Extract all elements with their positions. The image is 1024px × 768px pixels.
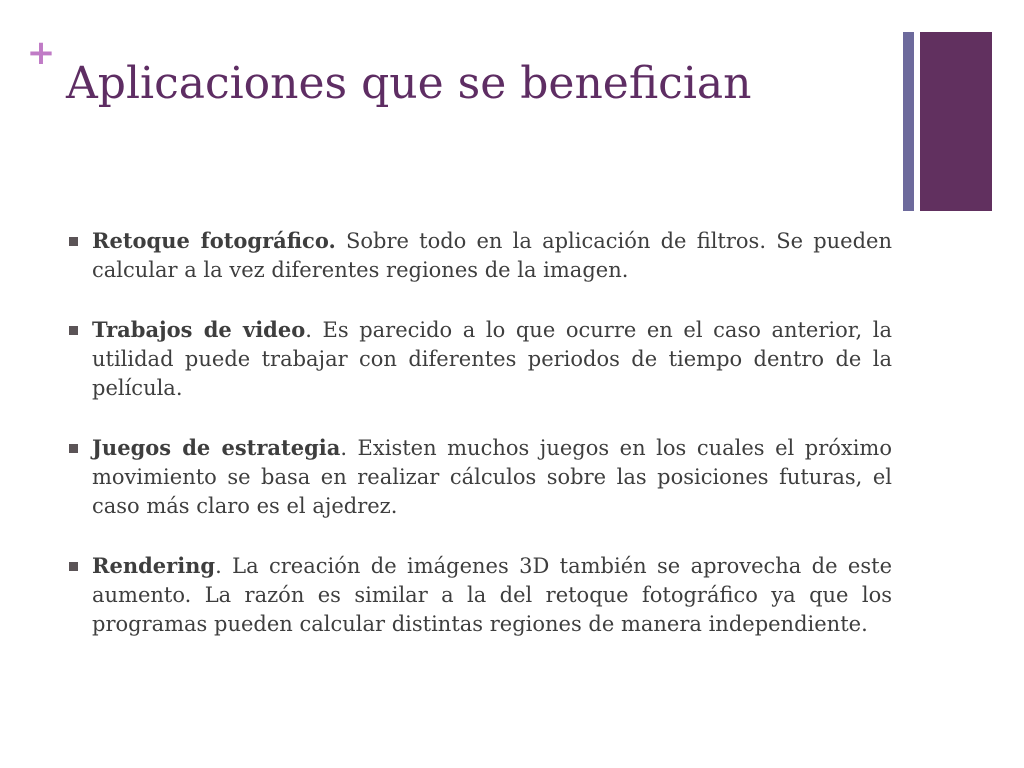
bullet-text: . La creación de imágenes 3D también se aprovecha de este aumento. La razón es similar a la del retoque fotográfico ya que los programas pueden calcular distintas regiones de manera independiente. xyxy=(92,554,892,636)
bullet-term: Rendering xyxy=(92,553,216,578)
bullet-text: Sobre todo en la aplicación de filtros. Se pueden calcular a la vez diferentes regiones de la imagen. xyxy=(92,229,893,282)
bullet-item-retoque-fotografico xyxy=(66,226,892,285)
slide-title: Aplicaciones que se benefician xyxy=(66,58,752,109)
bullet-item-trabajos-de-video xyxy=(66,315,892,403)
bullet-item-juegos-de-estrategia xyxy=(66,433,892,521)
square-bullet-icon xyxy=(69,562,78,571)
bullet-text: . Existen muchos juegos en los cuales el próximo movimiento se basa en realizar cálculos sobre las posiciones futuras, el caso más claro es el ajedrez. xyxy=(92,436,892,518)
square-bullet-icon xyxy=(69,326,78,335)
bullet-term: Trabajos de video xyxy=(92,317,306,342)
decorative-bar-thin xyxy=(903,32,914,211)
bullet-term: Retoque fotográfico. xyxy=(92,228,336,253)
plus-decoration-icon: + xyxy=(26,33,56,73)
decorative-bar-thick xyxy=(920,32,992,211)
square-bullet-icon xyxy=(69,237,78,246)
bullet-list xyxy=(66,226,892,669)
bullet-item-rendering xyxy=(66,551,892,639)
square-bullet-icon xyxy=(69,444,78,453)
bullet-text: . Es parecido a lo que ocurre en el caso anterior, la utilidad puede trabajar con diferentes periodos de tiempo dentro de la película. xyxy=(92,318,892,400)
bullet-term: Juegos de estrategia xyxy=(92,435,341,460)
